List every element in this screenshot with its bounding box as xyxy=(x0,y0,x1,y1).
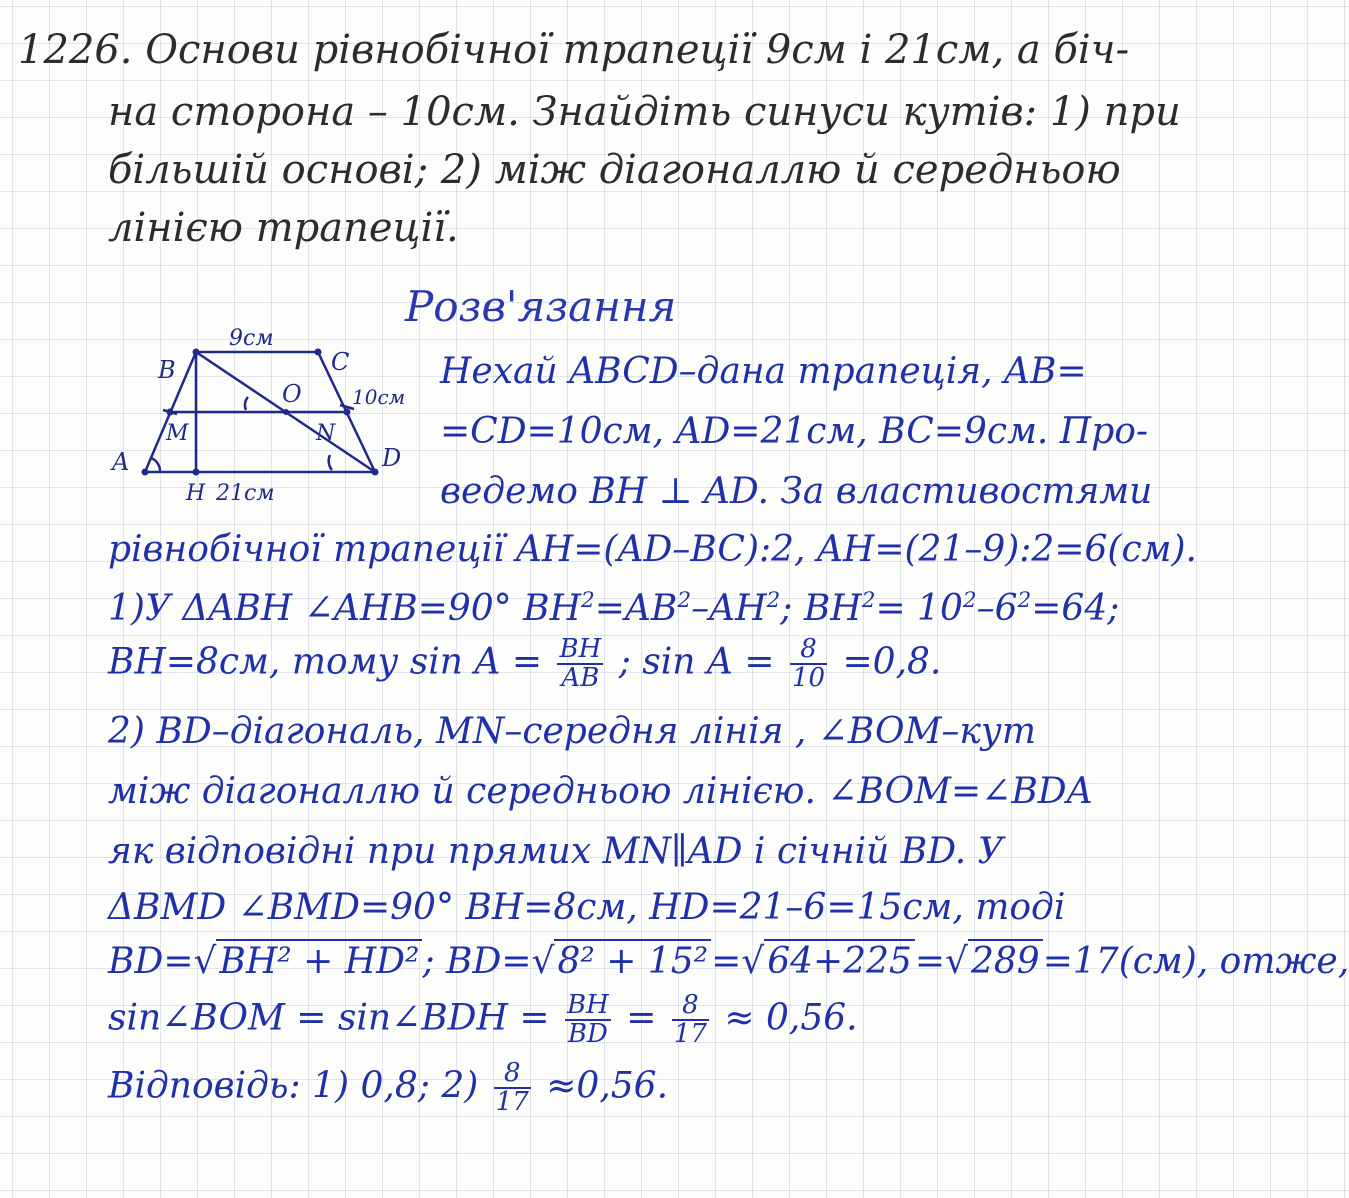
radicand-2: 8² + 15² xyxy=(554,939,711,982)
fraction-denominator: 10 xyxy=(791,663,826,694)
line5-exp3: 2 xyxy=(766,588,781,613)
fraction-numerator: 8 xyxy=(790,636,827,665)
label-n: N xyxy=(316,421,336,446)
radicand-4: 289 xyxy=(968,939,1043,982)
label-side: 10см xyxy=(352,385,406,409)
line11-part1: BD=√ xyxy=(108,941,217,982)
fraction-denominator: 17 xyxy=(673,1019,707,1050)
solution-line-2: =CD=10см, AD=21см, BC=9см. Про- xyxy=(440,411,1149,452)
label-d: D xyxy=(382,444,402,472)
answer-part1: Відповідь: 1) 0,8; 2) xyxy=(108,1065,479,1107)
fraction-8-17 xyxy=(672,992,709,1049)
fraction-numerator: 8 xyxy=(672,992,709,1021)
label-bottom-base: 21см xyxy=(216,481,275,506)
point-h xyxy=(193,469,200,476)
fraction-numerator: 8 xyxy=(494,1060,531,1089)
label-h: H xyxy=(186,481,206,506)
point-c xyxy=(315,349,322,356)
line5-part3: –AH xyxy=(691,588,767,629)
answer-part2: ≈0,56. xyxy=(546,1065,669,1107)
angle-a-arc xyxy=(151,458,160,472)
point-a xyxy=(142,469,149,476)
fraction-denominator: 17 xyxy=(495,1087,529,1118)
problem-line-3: більшій основі; 2) між діагоналлю й середньою xyxy=(108,147,1121,193)
fraction-numerator: BH xyxy=(567,990,609,1020)
line5-part7: =64; xyxy=(1031,588,1120,629)
line11-part2: ; BD=√ xyxy=(422,941,555,982)
label-top-base: 9см xyxy=(229,326,274,351)
label-b: B xyxy=(158,356,176,384)
line11-part4: =√ xyxy=(914,941,968,982)
fraction-8-10 xyxy=(790,636,827,693)
problem-text-1: Основи рівнобічної трапеції 9см і 21см, а біч- xyxy=(145,27,1130,73)
line5-exp5: 2 xyxy=(962,588,977,613)
solution-line-3: ведемо BH ⊥ AD. За властивостями xyxy=(440,471,1153,512)
solution-line-4: рівнобічної трапеції AH=(AD–BC):2, AH=(21–9):2=6(см). xyxy=(108,529,1197,570)
line5-exp1: 2 xyxy=(580,588,595,613)
point-m xyxy=(167,409,174,416)
line6-part3: =0,8. xyxy=(842,641,942,683)
line11-part3: =√ xyxy=(711,941,765,982)
answer-line xyxy=(108,1060,668,1117)
point-d xyxy=(372,469,379,476)
point-n xyxy=(344,409,351,416)
angle-bda-arc xyxy=(329,455,332,470)
line11-part5: =17(см), отже, xyxy=(1042,941,1349,982)
label-c: C xyxy=(331,348,350,376)
radicand-1: BH² + HD² xyxy=(216,939,422,982)
solution-line-12 xyxy=(108,992,858,1049)
line12-part1: sin∠BOM = sin∠BDH = xyxy=(108,997,550,1039)
line12-part3: ≈ 0,56. xyxy=(724,997,858,1039)
problem-line-4: лінією трапеції. xyxy=(108,205,459,251)
line5-part1: 1)У ΔABH ∠AHB=90° BH xyxy=(108,588,581,629)
solution-heading: Розв'язання xyxy=(405,282,677,331)
fraction-denominator: BD xyxy=(567,1019,608,1050)
point-b xyxy=(193,349,200,356)
line5-part6: –6 xyxy=(976,588,1018,629)
line5-exp6: 2 xyxy=(1017,588,1032,613)
label-o: O xyxy=(282,380,302,408)
solution-line-10: ΔBMD ∠BMD=90° BH=8см, HD=21–6=15см, тоді xyxy=(108,887,1066,928)
angle-bom-arc xyxy=(245,397,248,410)
line6-part2: ; sin A = xyxy=(618,641,775,683)
line5-part2: =AB xyxy=(594,588,678,629)
line5-exp4: 2 xyxy=(861,588,876,613)
radicand-3: 64+225 xyxy=(764,939,915,982)
solution-line-9: як відповідні при прямих MN∥AD і січній BD. У xyxy=(108,831,1004,872)
line6-part1: BH=8см, тому sin A = xyxy=(108,641,543,683)
label-a: A xyxy=(112,448,130,476)
problem-number: 1226. xyxy=(18,27,133,73)
answer-fraction xyxy=(494,1060,531,1117)
point-o xyxy=(283,409,289,415)
fraction-denominator: AB xyxy=(561,663,600,694)
solution-line-1: Нехай ABCD–дана трапеція, AB= xyxy=(440,351,1087,392)
line5-exp2: 2 xyxy=(677,588,692,613)
solution-line-5 xyxy=(108,590,1119,627)
line12-part2: = xyxy=(626,997,657,1039)
solution-line-11 xyxy=(108,941,1349,982)
solution-line-6 xyxy=(108,636,941,693)
label-m: M xyxy=(166,421,189,446)
line5-part5: = 10 xyxy=(875,588,963,629)
solution-line-8: між діагоналлю й середньою лінією. ∠BOM=∠BDA xyxy=(108,771,1093,812)
fraction-bh-bd xyxy=(565,992,611,1049)
solution-line-7: 2) BD–діагональ, MN–середня лінія , ∠BOM–кут xyxy=(108,711,1036,752)
fraction-bh-ab xyxy=(557,636,603,693)
problem-line-2: на сторона – 10см. Знайдіть синуси кутів: 1) при xyxy=(108,89,1181,135)
fraction-numerator: BH xyxy=(559,634,602,664)
line5-part4: ; BH xyxy=(780,588,862,629)
